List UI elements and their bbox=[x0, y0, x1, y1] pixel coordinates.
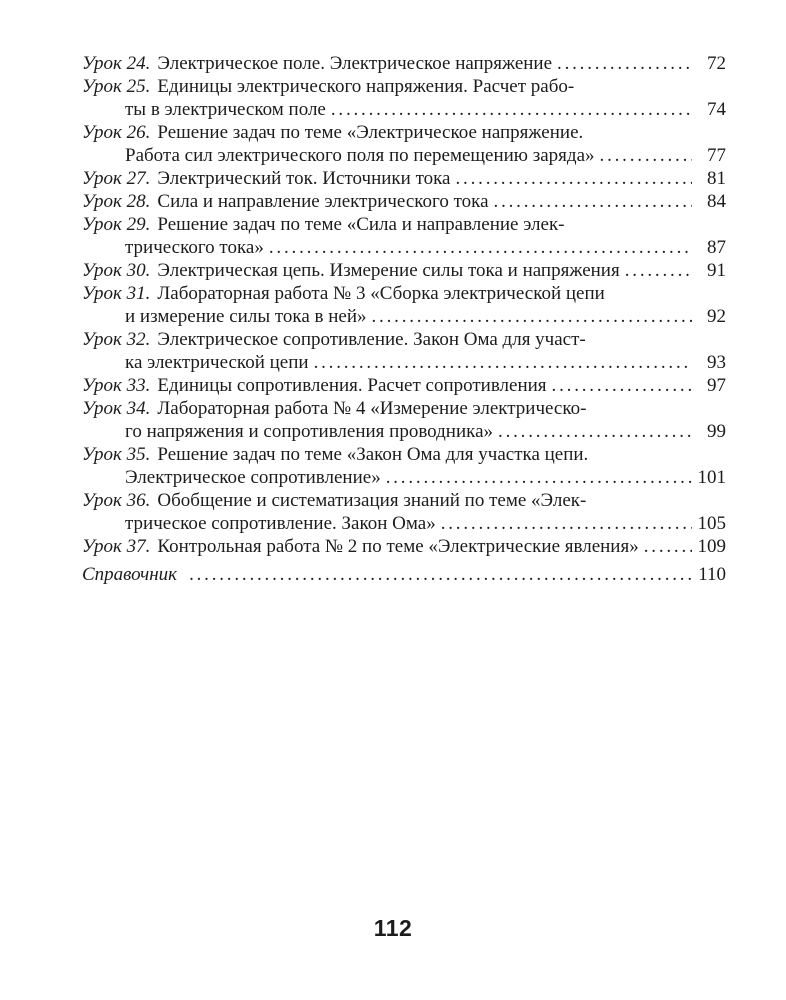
entry-page-number: 97 bbox=[707, 375, 726, 396]
toc-line bbox=[82, 236, 726, 259]
entry-text: Лабораторная работа № 3 «Сборка электрической цепи bbox=[157, 283, 605, 304]
dot-leader bbox=[494, 190, 692, 213]
entry-text: Электрическое сопротивление» bbox=[125, 467, 381, 488]
entry-page-number: 105 bbox=[697, 513, 726, 534]
entry-text: Единицы сопротивления. Расчет сопротивления bbox=[157, 375, 547, 396]
entry-page-number: 87 bbox=[707, 237, 726, 258]
entry-page-number: 91 bbox=[707, 260, 726, 281]
entry-page-number: 74 bbox=[707, 99, 726, 120]
dot-leader bbox=[314, 351, 692, 374]
toc-line bbox=[82, 351, 726, 374]
dot-leader bbox=[269, 236, 692, 259]
lesson-label: Урок 35. bbox=[82, 444, 151, 465]
lesson-label: Урок 34. bbox=[82, 398, 151, 419]
entry-text: Контрольная работа № 2 по теме «Электрические явления» bbox=[157, 536, 639, 557]
entry-text: го напряжения и сопротивления проводника» bbox=[125, 421, 494, 442]
lesson-label: Урок 27. bbox=[82, 168, 151, 189]
entry-text: трического тока» bbox=[125, 237, 264, 258]
toc-line bbox=[82, 259, 726, 282]
entry-text: Решение задач по теме «Сила и направление элек- bbox=[157, 214, 565, 235]
entry-page-number: 101 bbox=[697, 467, 726, 488]
dot-leader bbox=[441, 512, 692, 535]
entry-page-number: 93 bbox=[707, 352, 726, 373]
lesson-label: Урок 26. bbox=[82, 122, 151, 143]
folio-page-number: 112 bbox=[373, 915, 413, 941]
lesson-label: Урок 30. bbox=[82, 260, 151, 281]
entry-text: Электрическая цепь. Измерение силы тока и напряжения bbox=[157, 260, 620, 281]
toc-line bbox=[82, 75, 726, 98]
dot-leader bbox=[557, 52, 692, 75]
entry-text: Лабораторная работа № 4 «Измерение электрическо- bbox=[157, 398, 587, 419]
entry-text: Единицы электрического напряжения. Расчет рабо- bbox=[157, 76, 575, 97]
toc-line bbox=[82, 328, 726, 351]
dot-leader bbox=[625, 259, 692, 282]
entry-page-number: 84 bbox=[707, 191, 726, 212]
entry-text: Электрическое поле. Электрическое напряжение bbox=[157, 53, 553, 74]
lesson-label: Урок 36. bbox=[82, 490, 151, 511]
lesson-label: Урок 29. bbox=[82, 214, 151, 235]
toc-line bbox=[82, 535, 726, 558]
toc-line bbox=[82, 397, 726, 420]
entry-page-number: 110 bbox=[698, 564, 726, 585]
entry-page-number: 81 bbox=[707, 168, 726, 189]
toc-line bbox=[82, 98, 726, 121]
toc-line bbox=[82, 213, 726, 236]
lesson-label: Урок 32. bbox=[82, 329, 151, 350]
dot-leader bbox=[372, 305, 693, 328]
toc-line bbox=[82, 443, 726, 466]
toc-line bbox=[82, 466, 726, 489]
entry-page-number: 72 bbox=[707, 53, 726, 74]
toc-line bbox=[82, 167, 726, 190]
lesson-label: Справочник bbox=[82, 564, 178, 585]
entry-text: ты в электрическом поле bbox=[125, 99, 326, 120]
entry-text: Электрическое сопротивление. Закон Ома для участ- bbox=[157, 329, 586, 350]
lesson-label: Урок 28. bbox=[82, 191, 151, 212]
toc-line bbox=[82, 374, 726, 397]
dot-leader bbox=[552, 374, 692, 397]
entry-page-number: 99 bbox=[707, 421, 726, 442]
entry-text: Решение задач по теме «Закон Ома для участка цепи. bbox=[157, 444, 589, 465]
lesson-label: Урок 37. bbox=[82, 536, 151, 557]
dot-leader bbox=[498, 420, 692, 443]
lesson-label: Урок 24. bbox=[82, 53, 151, 74]
entry-text: трическое сопротивление. Закон Ома» bbox=[125, 513, 436, 534]
toc-line bbox=[82, 52, 726, 75]
dot-leader bbox=[331, 98, 692, 121]
lesson-label: Урок 25. bbox=[82, 76, 151, 97]
toc-line bbox=[82, 144, 726, 167]
entry-text: Работа сил электрического поля по перемещению заряда» bbox=[125, 145, 595, 166]
entry-text: и измерение силы тока в ней» bbox=[125, 306, 367, 327]
toc-line bbox=[82, 489, 726, 512]
toc-line bbox=[82, 420, 726, 443]
dot-leader bbox=[456, 167, 693, 190]
toc-line bbox=[82, 563, 726, 586]
dot-leader bbox=[386, 466, 692, 489]
lesson-label: Урок 31. bbox=[82, 283, 151, 304]
toc-line bbox=[82, 512, 726, 535]
entry-page-number: 77 bbox=[707, 145, 726, 166]
entry-text: Обобщение и систематизация знаний по теме «Элек- bbox=[157, 490, 587, 511]
dot-leader bbox=[600, 144, 692, 167]
entry-text: Сила и направление электрического тока bbox=[157, 191, 489, 212]
entry-page-number: 92 bbox=[707, 306, 726, 327]
lesson-label: Урок 33. bbox=[82, 375, 151, 396]
entry-text: ка электрической цепи bbox=[125, 352, 309, 373]
entry-text: Электрический ток. Источники тока bbox=[157, 168, 451, 189]
toc-line bbox=[82, 282, 726, 305]
toc-line bbox=[82, 121, 726, 144]
dot-leader bbox=[644, 535, 692, 558]
table-of-contents bbox=[82, 52, 726, 586]
dot-leader bbox=[189, 563, 692, 586]
entry-text: Решение задач по теме «Электрическое напряжение. bbox=[157, 122, 584, 143]
toc-line bbox=[82, 190, 726, 213]
entry-page-number: 109 bbox=[697, 536, 726, 557]
toc-line bbox=[82, 305, 726, 328]
